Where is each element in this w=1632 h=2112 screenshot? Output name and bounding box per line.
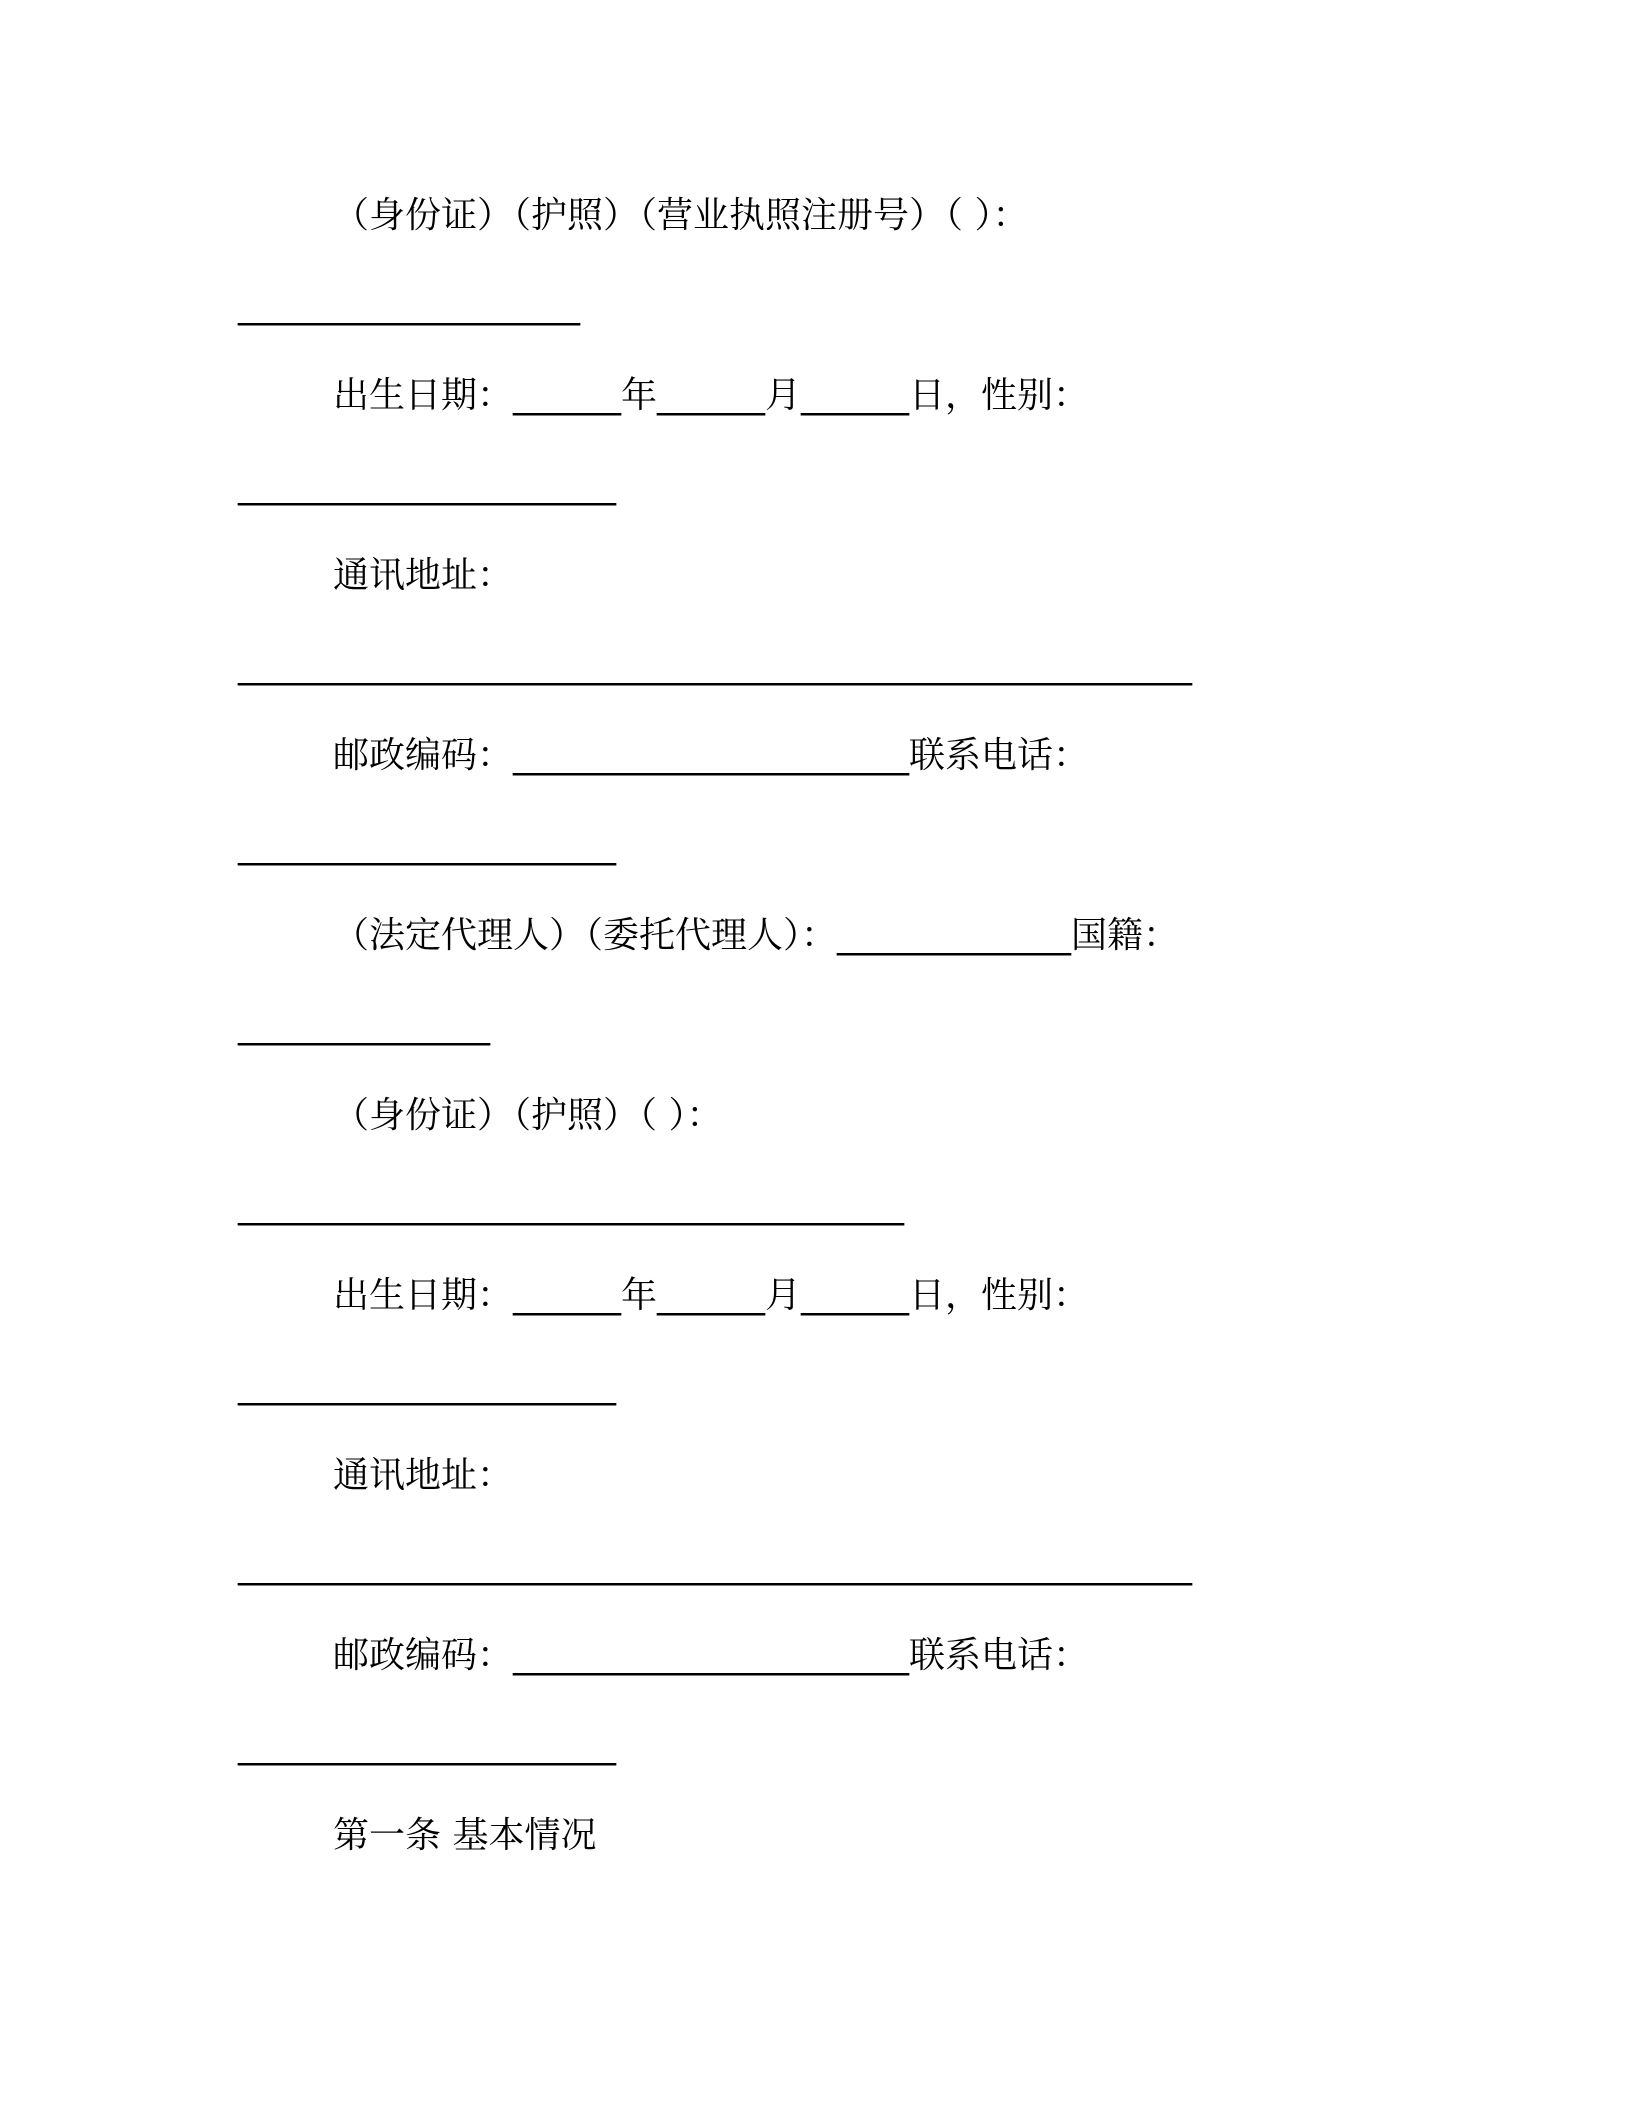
blank-line: _____________________ [238,825,616,866]
id-type-line: （身份证）（护照）（ ）： [333,1095,723,1136]
blank-line: ______________ [238,1005,490,1046]
birth-date-line: 出生日期：______年______月______日，性别： [333,1275,1090,1316]
section-heading: 第一条 基本情况 [333,1815,597,1856]
blank-line: _____________________ [238,1365,616,1406]
blank-line: _____________________________________________________ [238,1545,1192,1586]
id-type-line: （身份证）（护照）（营业执照注册号）（ ）： [333,195,1029,236]
blank-line: _____________________________________ [238,1185,904,1226]
address-label: 通讯地址： [333,1455,514,1496]
address-label: 通讯地址： [333,555,514,596]
blank-line: _____________________________________________________ [238,645,1192,686]
postal-phone-line: 邮政编码：______________________联系电话： [333,735,1090,776]
blank-line: ___________________ [238,285,580,326]
blank-line: _____________________ [238,1725,616,1766]
birth-date-line: 出生日期：______年______月______日，性别： [333,375,1090,416]
postal-phone-line: 邮政编码：______________________联系电话： [333,1635,1090,1676]
blank-line: _____________________ [238,465,616,506]
agent-line: （法定代理人）（委托代理人）：_____________国籍： [333,915,1180,956]
